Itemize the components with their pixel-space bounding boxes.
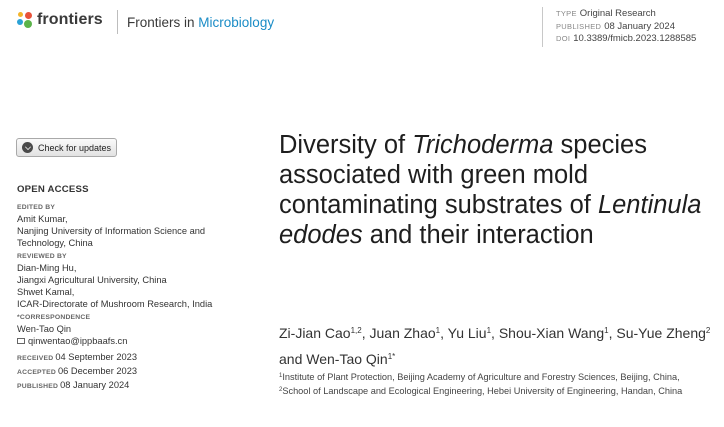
edited-by-label: EDITED BY [17, 204, 56, 211]
title-text: Diversity of [279, 131, 413, 159]
received-date: 04 September 2023 [55, 352, 138, 362]
article-dates [17, 351, 232, 393]
author-separator: , [440, 325, 448, 341]
author-name[interactable]: Yu Liu [447, 325, 487, 341]
accepted-label: ACCEPTED [17, 369, 56, 376]
article-title [279, 130, 709, 250]
meta-type-row [556, 8, 696, 21]
reviewer-affiliation: Jiangxi Agricultural University, China [17, 275, 167, 285]
received-label: RECEIVED [17, 355, 54, 362]
editor-name: Amit Kumar, [17, 214, 68, 224]
received-row [17, 351, 232, 365]
meta-type-value: Original Research [579, 8, 656, 19]
title-species: Lentinula edodes [279, 191, 702, 249]
correspondence-email-link[interactable]: qinwentao@ippbaafs.cn [28, 336, 128, 346]
open-access-label: OPEN ACCESS [17, 184, 89, 195]
author-separator: , [361, 325, 370, 341]
meta-doi-label: DOI [556, 34, 571, 43]
affiliation-text: School of Landscape and Ecological Engineering, Hebei University of Engineering, Handan, China [282, 385, 683, 396]
author-name[interactable]: Su-Yue Zheng [616, 325, 706, 341]
logo-text: frontiers [37, 11, 103, 28]
check-for-updates-button[interactable] [16, 138, 117, 157]
accepted-row [17, 365, 232, 379]
meta-type-label: TYPE [556, 9, 577, 18]
author-separator: , [608, 325, 617, 341]
meta-published-label: PUBLISHED [556, 21, 602, 31]
article-meta [556, 8, 696, 46]
correspondence-label: *CORRESPONDENCE [17, 314, 91, 321]
correspondence-email-row [17, 335, 232, 347]
meta-doi-link[interactable]: 10.3389/fmicb.2023.1288585 [573, 33, 697, 44]
affil-marker: 2 [279, 386, 283, 393]
author-separator: , [491, 325, 499, 341]
frontiers-logo-icon [16, 11, 34, 29]
published-date: 08 January 2024 [60, 380, 130, 390]
author-affil-marker: 1* [387, 352, 396, 361]
author-name[interactable]: Shou-Xian Wang [498, 325, 605, 341]
author-name[interactable]: Wen-Tao Qin [306, 351, 388, 367]
author-affil-marker: 1 [486, 326, 492, 335]
title-genus: Trichoderma [412, 131, 554, 159]
check-updates-icon [22, 142, 33, 153]
header-divider [117, 10, 118, 34]
editor-affiliation: Nanjing University of Information Science and Technology, China [17, 226, 206, 248]
affil-marker: 1 [279, 373, 283, 379]
meta-divider [542, 7, 543, 47]
author-affil-marker: 1 [604, 326, 609, 335]
correspondence-name: Wen-Tao Qin [17, 324, 72, 334]
reviewed-by-label: REVIEWED BY [17, 253, 67, 260]
author-name[interactable]: Juan Zhao [369, 325, 436, 341]
reviewer-name: Shwet Kamal, [17, 287, 75, 297]
reviewer-name: Dian-Ming Hu, [17, 263, 77, 273]
mail-icon [17, 338, 25, 344]
affiliation-text: Institute of Plant Protection, Beijing Academy of Agriculture and Forestry Sciences, Beijing, China, [282, 372, 680, 382]
author-name[interactable]: Zi-Jian Cao [279, 325, 351, 341]
meta-published-row [556, 21, 696, 34]
title-text: species associated with green mold contaminating substrates of [279, 131, 647, 219]
affiliations [279, 370, 709, 397]
reviewer-affiliation: ICAR-Directorate of Mushroom Research, India [17, 299, 213, 309]
title-text: and their interaction [362, 221, 594, 249]
journal-prefix: Frontiers in [127, 15, 195, 30]
journal-subject: Microbiology [198, 15, 275, 30]
author-affil-marker: 1,2 [350, 326, 362, 335]
publisher-logo[interactable] [16, 11, 103, 29]
meta-published-value: 08 January 2024 [604, 20, 675, 32]
published-label: PUBLISHED [17, 383, 59, 390]
article-sidebar [17, 184, 232, 393]
author-list [279, 319, 719, 371]
author-affil-marker: 1 [435, 326, 441, 335]
accepted-date: 06 December 2023 [58, 366, 138, 376]
meta-doi-row [556, 33, 696, 46]
author-affil-marker: 2 [705, 326, 711, 335]
journal-name[interactable] [127, 15, 274, 30]
author-separator: and [279, 351, 307, 367]
published-row [17, 379, 232, 393]
check-updates-label: Check for updates [38, 142, 112, 153]
